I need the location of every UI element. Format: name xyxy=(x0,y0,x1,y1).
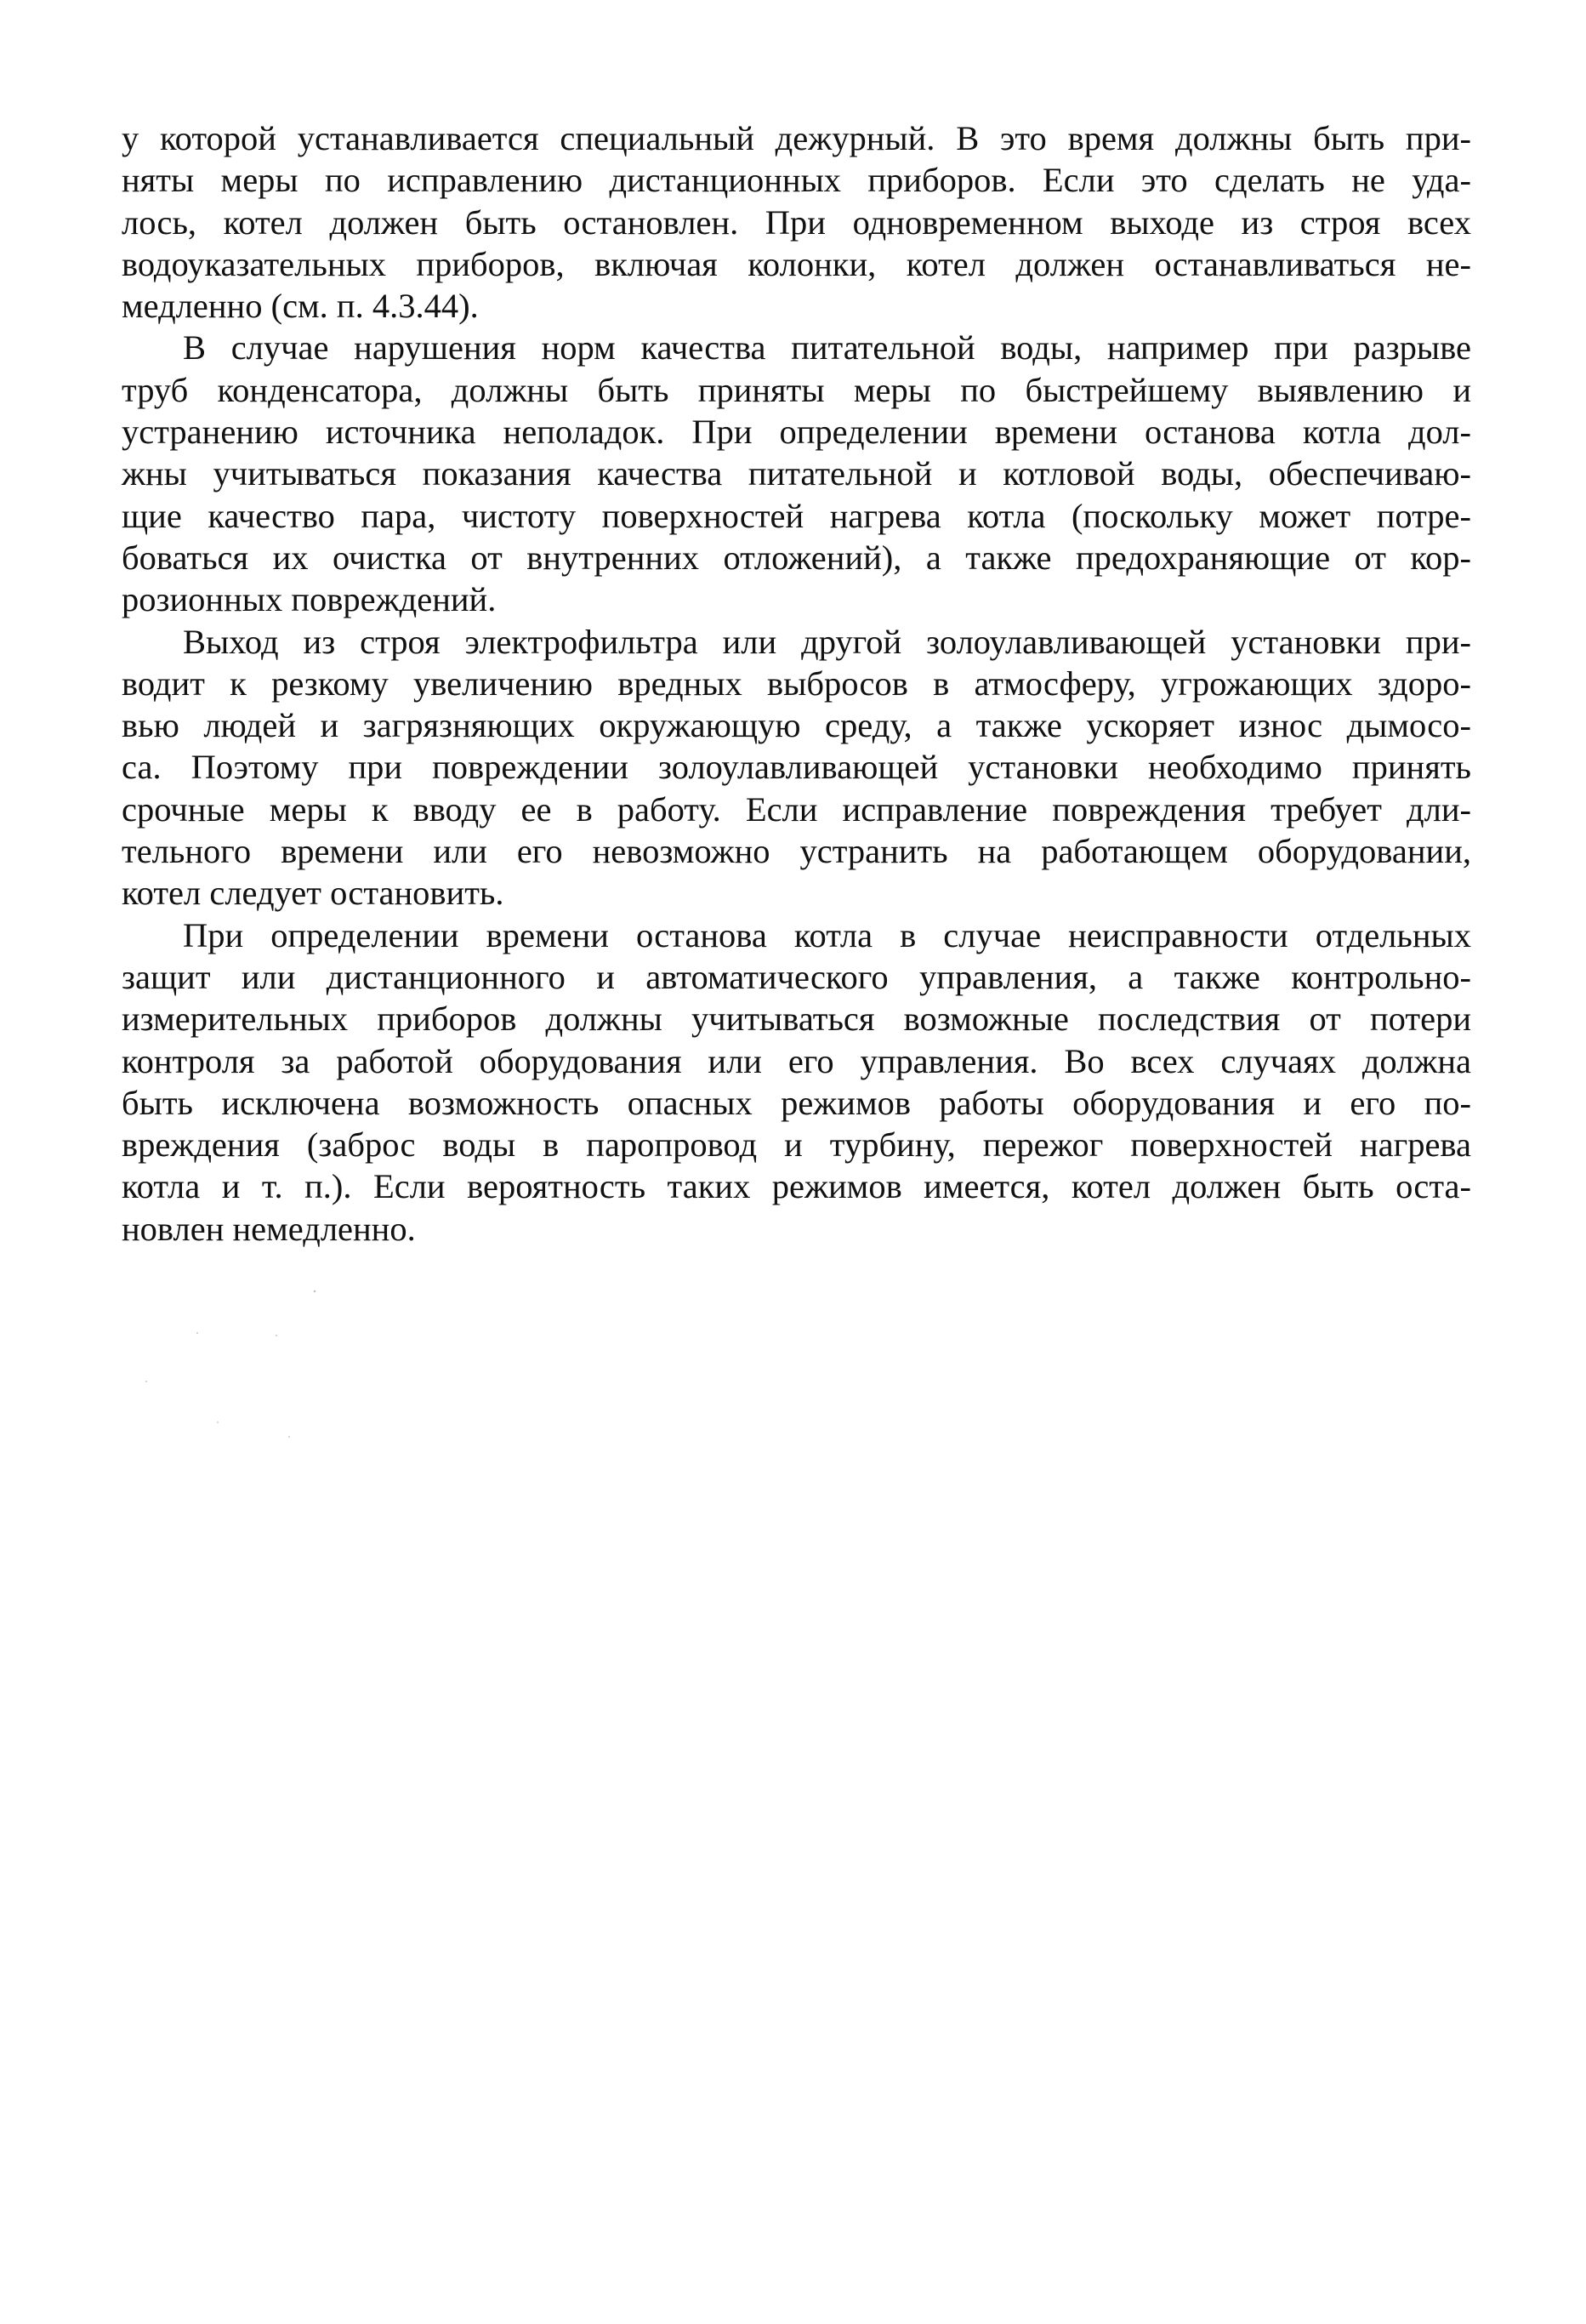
text-line: медленно (см. п. 4.3.44). xyxy=(122,287,479,326)
paragraph-4 xyxy=(122,914,1471,1250)
text-line: няты меры по исправлению дистанционных приборов. Если это сделать не уда- xyxy=(122,161,1471,200)
text-line: жны учитываться показания качества питательной и котловой воды, обеспечиваю- xyxy=(122,454,1471,493)
text-line: боваться их очистка от внутренних отложений), а также предохраняющие от кор- xyxy=(122,538,1471,577)
text-line: труб конденсатора, должны быть приняты меры по быстрейшему выявлению и xyxy=(122,370,1471,409)
text-line: При определении времени останова котла в случае неисправности отдельных xyxy=(183,915,1471,954)
text-line: розионных повреждений. xyxy=(122,580,497,619)
body-text xyxy=(122,117,1471,1250)
text-line: щие качество пара, чистоту поверхностей нагрева котла (поскольку может потре- xyxy=(122,496,1471,535)
text-line: новлен немедленно. xyxy=(122,1209,416,1248)
paragraph-1 xyxy=(122,117,1471,327)
paragraph-2 xyxy=(122,327,1471,620)
text-line: вью людей и загрязняющих окружающую среду, а также ускоряет износ дымосо- xyxy=(122,706,1471,745)
text-line: измерительных приборов должны учитываться возможные последствия от потери xyxy=(122,1000,1471,1039)
text-line: быть исключена возможность опасных режимов работы оборудования и его по- xyxy=(122,1083,1471,1122)
text-line: защит или дистанционного и автоматического управления, а также контрольно- xyxy=(122,957,1471,996)
text-line: В случае нарушения норм качества питательной воды, например при разрыве xyxy=(183,328,1471,367)
text-line: вреждения (заброс воды в паропровод и турбину, пережог поверхностей нагрева xyxy=(122,1125,1471,1165)
text-line: контроля за работой оборудования или его управления. Во всех случаях должна xyxy=(122,1041,1471,1080)
text-line: котел следует остановить. xyxy=(122,874,504,913)
text-line: са. Поэтому при повреждении золоулавливающей установки необходимо принять xyxy=(122,748,1471,787)
text-line: водоуказательных приборов, включая колонки, котел должен останавливаться не- xyxy=(122,244,1471,283)
paragraph-3 xyxy=(122,621,1471,914)
text-line: Выход из строя электрофильтра или другой золоулавливающей установки при- xyxy=(183,622,1471,661)
text-line: тельного времени или его невозможно устранить на работающем оборудовании, xyxy=(122,832,1471,871)
text-line: котла и т. п.). Если вероятность таких режимов имеется, котел должен быть оста- xyxy=(122,1167,1471,1206)
text-line: срочные меры к вводу ее в работу. Если исправление повреждения требует дли- xyxy=(122,789,1471,829)
text-line: лось, котел должен быть остановлен. При одновременном выходе из строя всех xyxy=(122,202,1471,242)
text-line: водит к резкому увеличению вредных выбросов в атмосферу, угрожающих здоро- xyxy=(122,664,1471,703)
text-line: у которой устанавливается специальный дежурный. В это время должны быть при- xyxy=(122,119,1471,157)
text-line: устранению источника неполадок. При определении времени останова котла дол- xyxy=(122,413,1471,452)
